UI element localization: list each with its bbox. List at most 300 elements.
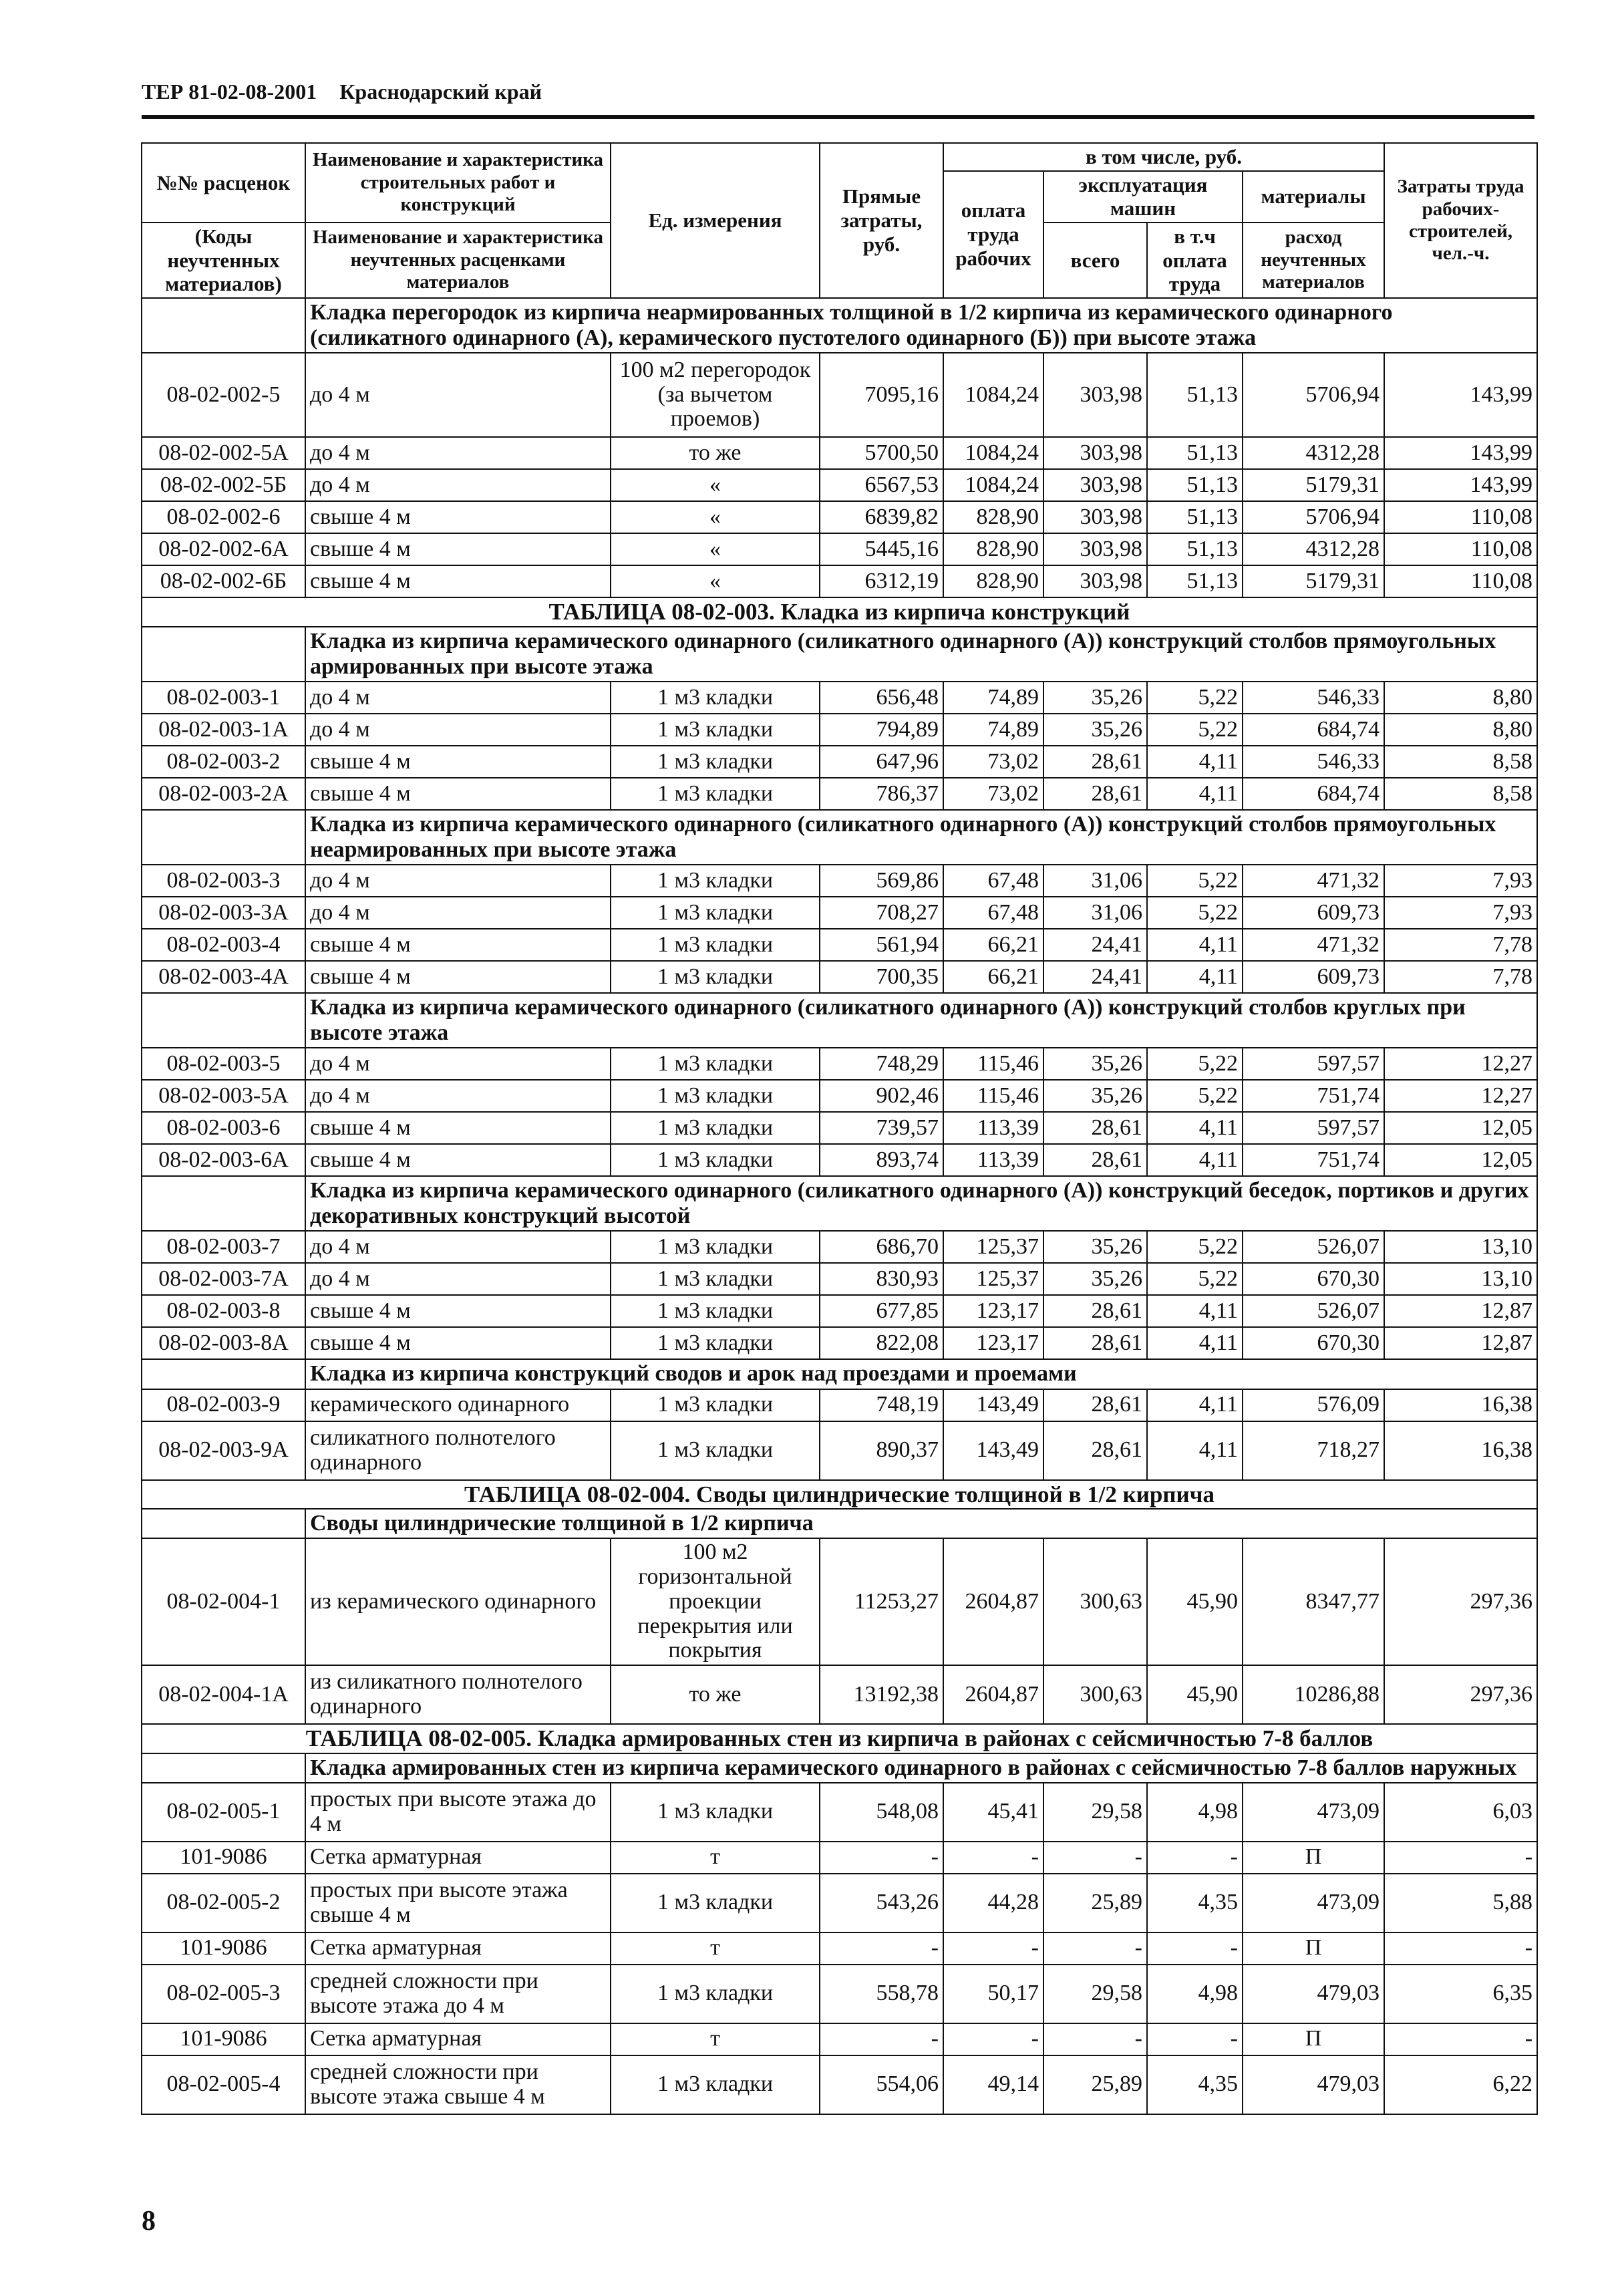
header-machines: эксплуатация машин: [1043, 171, 1243, 223]
unit-cell: т: [611, 1842, 820, 1874]
section-row: [142, 1176, 1537, 1231]
labor-hours-cell: 6,22: [1384, 2055, 1537, 2114]
work-name-cell: силикатного полнотелого одинарного: [305, 1421, 611, 1480]
header-name-label: Наименование и характеристика строительных работ и конструкций: [312, 149, 604, 216]
unit-cell: 1 м3 кладки: [611, 1783, 820, 1842]
labor-pay-cell: 66,21: [943, 961, 1043, 993]
materials-cell: 473,09: [1243, 1783, 1384, 1842]
machines-labor-cell: 5,22: [1147, 1048, 1243, 1080]
work-name-cell: свыше 4 м: [305, 1327, 611, 1359]
labor-hours-cell: 143,99: [1384, 353, 1537, 437]
table-row: [142, 778, 1537, 810]
section-code-cell: [142, 627, 305, 682]
machines-labor-cell: 4,11: [1147, 1421, 1243, 1480]
labor-pay-cell: 143,49: [943, 1421, 1043, 1480]
labor-pay-cell: 2604,87: [943, 1665, 1043, 1724]
work-name-cell: до 4 м: [305, 714, 611, 746]
unit-cell: 1 м3 кладки: [611, 1874, 820, 1932]
direct-cost-cell: 748,29: [820, 1048, 943, 1080]
direct-cost-cell: -: [820, 1932, 943, 1965]
table-row: [142, 746, 1537, 778]
direct-cost-cell: 569,86: [820, 865, 943, 897]
rate-code-cell: 08-02-003-2А: [142, 778, 305, 810]
direct-cost-cell: 647,96: [820, 746, 943, 778]
machines-total-cell: 303,98: [1043, 353, 1147, 437]
machines-labor-cell: 4,35: [1147, 1874, 1243, 1932]
work-name-cell: до 4 м: [305, 469, 611, 501]
direct-cost-cell: -: [820, 2023, 943, 2055]
labor-pay-cell: 1084,24: [943, 437, 1043, 469]
rate-code-cell: 08-02-003-4: [142, 929, 305, 961]
table-title: ТАБЛИЦА 08-02-004. Своды цилиндрические толщиной в 1/2 кирпича: [142, 1480, 1537, 1510]
labor-pay-cell: -: [943, 2023, 1043, 2055]
work-name-cell: из керамического одинарного: [305, 1538, 611, 1665]
labor-pay-cell: 50,17: [943, 1965, 1043, 2023]
rate-code-cell: 08-02-003-8: [142, 1295, 305, 1327]
machines-total-cell: 303,98: [1043, 565, 1147, 597]
labor-pay-cell: 2604,87: [943, 1538, 1043, 1665]
header-machines-labor: в т.ч оплата труда: [1147, 223, 1243, 298]
machines-total-cell: 29,58: [1043, 1783, 1147, 1842]
labor-hours-cell: 12,05: [1384, 1144, 1537, 1176]
work-name-cell: свыше 4 м: [305, 1295, 611, 1327]
direct-cost-cell: 786,37: [820, 778, 943, 810]
labor-pay-cell: 1084,24: [943, 469, 1043, 501]
materials-cell: 5706,94: [1243, 501, 1384, 533]
materials-cell: 471,32: [1243, 865, 1384, 897]
unit-cell: 1 м3 кладки: [611, 961, 820, 993]
labor-hours-cell: 12,87: [1384, 1327, 1537, 1359]
materials-cell: 473,09: [1243, 1874, 1384, 1932]
work-name-cell: свыше 4 м: [305, 746, 611, 778]
labor-hours-cell: 6,03: [1384, 1783, 1537, 1842]
labor-hours-cell: 12,27: [1384, 1048, 1537, 1080]
direct-cost-cell: 543,26: [820, 1874, 943, 1932]
rate-code-cell: 08-02-003-3: [142, 865, 305, 897]
unit-cell: 1 м3 кладки: [611, 929, 820, 961]
labor-pay-cell: 73,02: [943, 746, 1043, 778]
table-row: [142, 2055, 1537, 2114]
machines-labor-cell: 5,22: [1147, 897, 1243, 929]
materials-cell: П: [1243, 2023, 1384, 2055]
work-name-cell: свыше 4 м: [305, 1112, 611, 1144]
machines-total-cell: 303,98: [1043, 469, 1147, 501]
labor-pay-cell: 113,39: [943, 1144, 1043, 1176]
machines-labor-cell: 5,22: [1147, 865, 1243, 897]
work-name-cell: до 4 м: [305, 353, 611, 437]
rate-code-cell: 08-02-003-5А: [142, 1080, 305, 1112]
header-code-label: №№ расценок: [156, 170, 291, 194]
direct-cost-cell: 830,93: [820, 1263, 943, 1295]
section-row: [142, 1753, 1537, 1783]
machines-total-cell: 35,26: [1043, 1231, 1147, 1263]
machines-labor-cell: 4,35: [1147, 2055, 1243, 2114]
section-code-cell: [142, 1509, 305, 1538]
table-row: [142, 1295, 1537, 1327]
table-title-row: [142, 1480, 1537, 1510]
work-name-cell: свыше 4 м: [305, 501, 611, 533]
section-title: Кладка из кирпича керамического одинарного (силикатного одинарного (А)) конструкций столбов прямоугольных армированных при высоте этажа: [305, 627, 1537, 682]
table-row: [142, 1421, 1537, 1480]
rate-code-cell: 08-02-002-6Б: [142, 565, 305, 597]
rate-code-cell: 08-02-003-6: [142, 1112, 305, 1144]
unit-cell: 1 м3 кладки: [611, 1327, 820, 1359]
unit-cell: 1 м3 кладки: [611, 897, 820, 929]
machines-total-cell: 28,61: [1043, 1389, 1147, 1421]
materials-cell: 4312,28: [1243, 533, 1384, 565]
unit-cell: 1 м3 кладки: [611, 1263, 820, 1295]
rate-code-cell: 08-02-003-6А: [142, 1144, 305, 1176]
rate-code-cell: 08-02-003-4А: [142, 961, 305, 993]
header-name-sub: Наименование и характеристика неучтенных расценками материалов: [305, 223, 611, 298]
machines-total-cell: 25,89: [1043, 2055, 1147, 2114]
labor-hours-cell: -: [1384, 2023, 1537, 2055]
materials-cell: 718,27: [1243, 1421, 1384, 1480]
direct-cost-cell: 700,35: [820, 961, 943, 993]
unit-cell: 1 м3 кладки: [611, 1048, 820, 1080]
labor-hours-cell: 7,78: [1384, 929, 1537, 961]
labor-pay-cell: 45,41: [943, 1783, 1043, 1842]
table-row: [142, 1048, 1537, 1080]
labor-hours-cell: 12,05: [1384, 1112, 1537, 1144]
header-labor-hours: Затраты труда рабочих-строителей, чел.-ч.: [1384, 143, 1537, 298]
table-row: [142, 682, 1537, 714]
machines-labor-cell: 5,22: [1147, 1263, 1243, 1295]
table-row: [142, 714, 1537, 746]
table-row: [142, 533, 1537, 565]
labor-hours-cell: 7,93: [1384, 865, 1537, 897]
table-row: [142, 2023, 1537, 2055]
direct-cost-cell: -: [820, 1842, 943, 1874]
labor-pay-cell: 115,46: [943, 1048, 1043, 1080]
labor-pay-cell: 67,48: [943, 865, 1043, 897]
materials-cell: 609,73: [1243, 961, 1384, 993]
machines-labor-cell: 4,11: [1147, 746, 1243, 778]
labor-pay-cell: 828,90: [943, 565, 1043, 597]
machines-total-cell: 29,58: [1043, 1965, 1147, 2023]
section-row: [142, 1509, 1537, 1538]
machines-total-cell: 28,61: [1043, 1144, 1147, 1176]
work-name-cell: свыше 4 м: [305, 961, 611, 993]
machines-total-cell: 303,98: [1043, 437, 1147, 469]
rate-code-cell: 08-02-002-6: [142, 501, 305, 533]
table-row: [142, 1112, 1537, 1144]
labor-pay-cell: 123,17: [943, 1327, 1043, 1359]
materials-cell: 546,33: [1243, 746, 1384, 778]
labor-hours-cell: 143,99: [1384, 437, 1537, 469]
labor-hours-cell: 8,80: [1384, 714, 1537, 746]
machines-total-cell: 31,06: [1043, 865, 1147, 897]
materials-cell: 5179,31: [1243, 469, 1384, 501]
rate-code-cell: 08-02-003-5: [142, 1048, 305, 1080]
labor-hours-cell: 7,93: [1384, 897, 1537, 929]
machines-total-cell: -: [1043, 2023, 1147, 2055]
direct-cost-cell: 822,08: [820, 1327, 943, 1359]
machines-labor-cell: 4,11: [1147, 778, 1243, 810]
machines-labor-cell: 51,13: [1147, 469, 1243, 501]
section-code-cell: [142, 993, 305, 1048]
machines-labor-cell: 4,11: [1147, 929, 1243, 961]
labor-hours-cell: 110,08: [1384, 533, 1537, 565]
work-name-cell: до 4 м: [305, 1231, 611, 1263]
labor-hours-cell: 110,08: [1384, 565, 1537, 597]
direct-cost-cell: 890,37: [820, 1421, 943, 1480]
materials-cell: 479,03: [1243, 1965, 1384, 2023]
table-row: [142, 897, 1537, 929]
materials-cell: 684,74: [1243, 778, 1384, 810]
unit-cell: 1 м3 кладки: [611, 865, 820, 897]
labor-pay-cell: 125,37: [943, 1231, 1043, 1263]
table-row: [142, 1665, 1537, 1724]
header-code-sub: (Коды неучтенных материалов): [142, 223, 305, 298]
work-name-cell: Сетка арматурная: [305, 1842, 611, 1874]
materials-cell: 5706,94: [1243, 353, 1384, 437]
materials-cell: 670,30: [1243, 1263, 1384, 1295]
work-name-cell: до 4 м: [305, 865, 611, 897]
table-row: [142, 1389, 1537, 1421]
table-row: [142, 929, 1537, 961]
machines-labor-cell: -: [1147, 1842, 1243, 1874]
direct-cost-cell: 739,57: [820, 1112, 943, 1144]
labor-hours-cell: 5,88: [1384, 1874, 1537, 1932]
materials-cell: 751,74: [1243, 1080, 1384, 1112]
table-row: [142, 865, 1537, 897]
direct-cost-cell: 677,85: [820, 1295, 943, 1327]
labor-hours-cell: 7,78: [1384, 961, 1537, 993]
direct-cost-cell: 794,89: [820, 714, 943, 746]
work-name-cell: средней сложности при высоте этажа свыше 4 м: [305, 2055, 611, 2114]
rate-code-cell: 08-02-003-2: [142, 746, 305, 778]
rate-code-cell: 101-9086: [142, 2023, 305, 2055]
machines-labor-cell: 51,13: [1147, 533, 1243, 565]
labor-pay-cell: 44,28: [943, 1874, 1043, 1932]
header-materials-sub: расход неучтенных материалов: [1243, 223, 1384, 298]
machines-total-cell: 28,61: [1043, 1112, 1147, 1144]
materials-cell: 597,57: [1243, 1112, 1384, 1144]
machines-labor-cell: 4,11: [1147, 1327, 1243, 1359]
machines-total-cell: 28,61: [1043, 778, 1147, 810]
machines-total-cell: 35,26: [1043, 1263, 1147, 1295]
machines-total-cell: 28,61: [1043, 1327, 1147, 1359]
materials-cell: 526,07: [1243, 1231, 1384, 1263]
header-unit: Ед. измерения: [611, 143, 820, 298]
header-direct: Прямые затраты, руб.: [820, 143, 943, 298]
direct-cost-cell: 902,46: [820, 1080, 943, 1112]
table-row: [142, 961, 1537, 993]
section-title: Своды цилиндрические толщиной в 1/2 кирпича: [305, 1509, 1537, 1538]
section-row: [142, 1359, 1537, 1389]
materials-cell: 751,74: [1243, 1144, 1384, 1176]
unit-cell: «: [611, 533, 820, 565]
work-name-cell: свыше 4 м: [305, 565, 611, 597]
document-code: ТЕР 81-02-08-2001: [142, 80, 317, 104]
machines-labor-cell: 5,22: [1147, 1080, 1243, 1112]
materials-cell: 5179,31: [1243, 565, 1384, 597]
machines-labor-cell: 51,13: [1147, 501, 1243, 533]
section-code-cell: [142, 1359, 305, 1389]
work-name-cell: свыше 4 м: [305, 929, 611, 961]
unit-cell: 1 м3 кладки: [611, 1421, 820, 1480]
rate-code-cell: 08-02-005-3: [142, 1965, 305, 2023]
work-name-cell: Сетка арматурная: [305, 1932, 611, 1965]
header-including: в том числе, руб.: [943, 143, 1384, 171]
direct-cost-cell: 656,48: [820, 682, 943, 714]
work-name-cell: Сетка арматурная: [305, 2023, 611, 2055]
materials-cell: 597,57: [1243, 1048, 1384, 1080]
materials-cell: 10286,88: [1243, 1665, 1384, 1724]
machines-labor-cell: 4,11: [1147, 1295, 1243, 1327]
materials-cell: 546,33: [1243, 682, 1384, 714]
direct-cost-cell: 5445,16: [820, 533, 943, 565]
direct-cost-cell: 11253,27: [820, 1538, 943, 1665]
section-code-cell: [142, 1753, 305, 1783]
machines-labor-cell: -: [1147, 2023, 1243, 2055]
labor-pay-cell: -: [943, 1932, 1043, 1965]
work-name-cell: керамического одинарного: [305, 1389, 611, 1421]
table-title: ТАБЛИЦА 08-02-003. Кладка из кирпича конструкций: [142, 597, 1537, 627]
machines-total-cell: 35,26: [1043, 1048, 1147, 1080]
section-title: Кладка перегородок из кирпича неармированных толщиной в 1/2 кирпича из керамического одинарного (силикатного одинарного (А), керамического пустотелого одинарного (Б)) при высоте этажа: [305, 298, 1537, 353]
machines-total-cell: 35,26: [1043, 714, 1147, 746]
unit-cell: 1 м3 кладки: [611, 1112, 820, 1144]
materials-cell: 526,07: [1243, 1295, 1384, 1327]
machines-labor-cell: 5,22: [1147, 682, 1243, 714]
unit-cell: 1 м3 кладки: [611, 778, 820, 810]
direct-cost-cell: 7095,16: [820, 353, 943, 437]
rate-code-cell: 08-02-003-8А: [142, 1327, 305, 1359]
machines-total-cell: 24,41: [1043, 961, 1147, 993]
direct-cost-cell: 561,94: [820, 929, 943, 961]
machines-total-cell: -: [1043, 1932, 1147, 1965]
labor-pay-cell: 125,37: [943, 1263, 1043, 1295]
rate-code-cell: 08-02-005-4: [142, 2055, 305, 2114]
direct-cost-cell: 6567,53: [820, 469, 943, 501]
table-title-row: [142, 1724, 1537, 1753]
rate-code-cell: 101-9086: [142, 1842, 305, 1874]
work-name-cell: до 4 м: [305, 682, 611, 714]
table-row: [142, 565, 1537, 597]
labor-pay-cell: 113,39: [943, 1112, 1043, 1144]
labor-hours-cell: 16,38: [1384, 1389, 1537, 1421]
work-name-cell: до 4 м: [305, 1048, 611, 1080]
unit-cell: «: [611, 469, 820, 501]
work-name-cell: до 4 м: [305, 437, 611, 469]
machines-total-cell: 35,26: [1043, 1080, 1147, 1112]
rate-code-cell: 08-02-003-1: [142, 682, 305, 714]
rate-code-cell: 08-02-003-9А: [142, 1421, 305, 1480]
table-row: [142, 1932, 1537, 1965]
table-title: ТАБЛИЦА 08-02-005. Кладка армированных стен из кирпича в районах с сейсмичностью 7-8 баллов: [142, 1724, 1537, 1753]
rate-code-cell: 101-9086: [142, 1932, 305, 1965]
labor-pay-cell: 66,21: [943, 929, 1043, 961]
unit-cell: 1 м3 кладки: [611, 1144, 820, 1176]
machines-total-cell: 31,06: [1043, 897, 1147, 929]
rate-code-cell: 08-02-003-7: [142, 1231, 305, 1263]
unit-cell: 100 м2 горизонтальной проекции перекрытия или покрытия: [611, 1538, 820, 1665]
machines-labor-cell: 51,13: [1147, 437, 1243, 469]
section-title: Кладка армированных стен из кирпича керамического одинарного в районах с сейсмичностью 7-8 баллов наружных: [305, 1753, 1537, 1783]
labor-hours-cell: 297,36: [1384, 1538, 1537, 1665]
rate-code-cell: 08-02-003-1А: [142, 714, 305, 746]
labor-pay-cell: 828,90: [943, 501, 1043, 533]
direct-cost-cell: 5700,50: [820, 437, 943, 469]
labor-pay-cell: 49,14: [943, 2055, 1043, 2114]
direct-cost-cell: 6839,82: [820, 501, 943, 533]
direct-cost-cell: 708,27: [820, 897, 943, 929]
labor-pay-cell: 74,89: [943, 682, 1043, 714]
section-title: Кладка из кирпича керамического одинарного (силикатного одинарного (А)) конструкций беседок, портиков и других декоративных конструкций высотой: [305, 1176, 1537, 1231]
materials-cell: 684,74: [1243, 714, 1384, 746]
header-machines-total: всего: [1043, 223, 1147, 298]
labor-hours-cell: 8,58: [1384, 746, 1537, 778]
header-labor-pay: оплата труда рабочих: [943, 171, 1043, 298]
document-region: Краснодарский край: [339, 80, 542, 104]
section-title: Кладка из кирпича керамического одинарного (силикатного одинарного (А)) конструкций столбов круглых при высоте этажа: [305, 993, 1537, 1048]
unit-cell: 1 м3 кладки: [611, 714, 820, 746]
unit-cell: 1 м3 кладки: [611, 2055, 820, 2114]
unit-cell: т: [611, 2023, 820, 2055]
direct-cost-cell: 558,78: [820, 1965, 943, 2023]
table-row: [142, 1080, 1537, 1112]
labor-hours-cell: -: [1384, 1932, 1537, 1965]
rate-code-cell: 08-02-003-9: [142, 1389, 305, 1421]
work-name-cell: простых при высоте этажа свыше 4 м: [305, 1874, 611, 1932]
labor-pay-cell: 1084,24: [943, 353, 1043, 437]
table-row: [142, 1842, 1537, 1874]
labor-pay-cell: 74,89: [943, 714, 1043, 746]
work-name-cell: свыше 4 м: [305, 778, 611, 810]
machines-labor-cell: 4,11: [1147, 1112, 1243, 1144]
machines-total-cell: 300,63: [1043, 1538, 1147, 1665]
labor-hours-cell: -: [1384, 1842, 1537, 1874]
materials-cell: 670,30: [1243, 1327, 1384, 1359]
machines-labor-cell: 5,22: [1147, 1231, 1243, 1263]
rate-code-cell: 08-02-002-5Б: [142, 469, 305, 501]
rate-code-cell: 08-02-005-2: [142, 1874, 305, 1932]
section-title: Кладка из кирпича керамического одинарного (силикатного одинарного (А)) конструкций столбов прямоугольных неармированных при высоте этажа: [305, 810, 1537, 865]
machines-labor-cell: 4,11: [1147, 1389, 1243, 1421]
direct-cost-cell: 13192,38: [820, 1665, 943, 1724]
labor-pay-cell: 123,17: [943, 1295, 1043, 1327]
table-row: [142, 1783, 1537, 1842]
labor-pay-cell: 115,46: [943, 1080, 1043, 1112]
work-name-cell: средней сложности при высоте этажа до 4 м: [305, 1965, 611, 2023]
page-number: 8: [142, 2206, 156, 2237]
unit-cell: 1 м3 кладки: [611, 746, 820, 778]
section-title: Кладка из кирпича конструкций сводов и арок над проездами и проемами: [305, 1359, 1537, 1389]
rate-code-cell: 08-02-005-1: [142, 1783, 305, 1842]
labor-pay-cell: 73,02: [943, 778, 1043, 810]
materials-cell: 471,32: [1243, 929, 1384, 961]
direct-cost-cell: 748,19: [820, 1389, 943, 1421]
header-materials: материалы: [1243, 171, 1384, 223]
table-row: [142, 1263, 1537, 1295]
labor-hours-cell: 13,10: [1384, 1263, 1537, 1295]
machines-labor-cell: 51,13: [1147, 353, 1243, 437]
labor-hours-cell: 297,36: [1384, 1665, 1537, 1724]
table-row: [142, 1874, 1537, 1932]
section-row: [142, 993, 1537, 1048]
unit-cell: то же: [611, 1665, 820, 1724]
header-name: [305, 143, 611, 223]
rate-code-cell: 08-02-003-3А: [142, 897, 305, 929]
labor-hours-cell: 16,38: [1384, 1421, 1537, 1480]
direct-cost-cell: 6312,19: [820, 565, 943, 597]
direct-cost-cell: 686,70: [820, 1231, 943, 1263]
unit-cell: 1 м3 кладки: [611, 682, 820, 714]
table-row: [142, 1965, 1537, 2023]
rates-table-header: [142, 143, 1537, 298]
